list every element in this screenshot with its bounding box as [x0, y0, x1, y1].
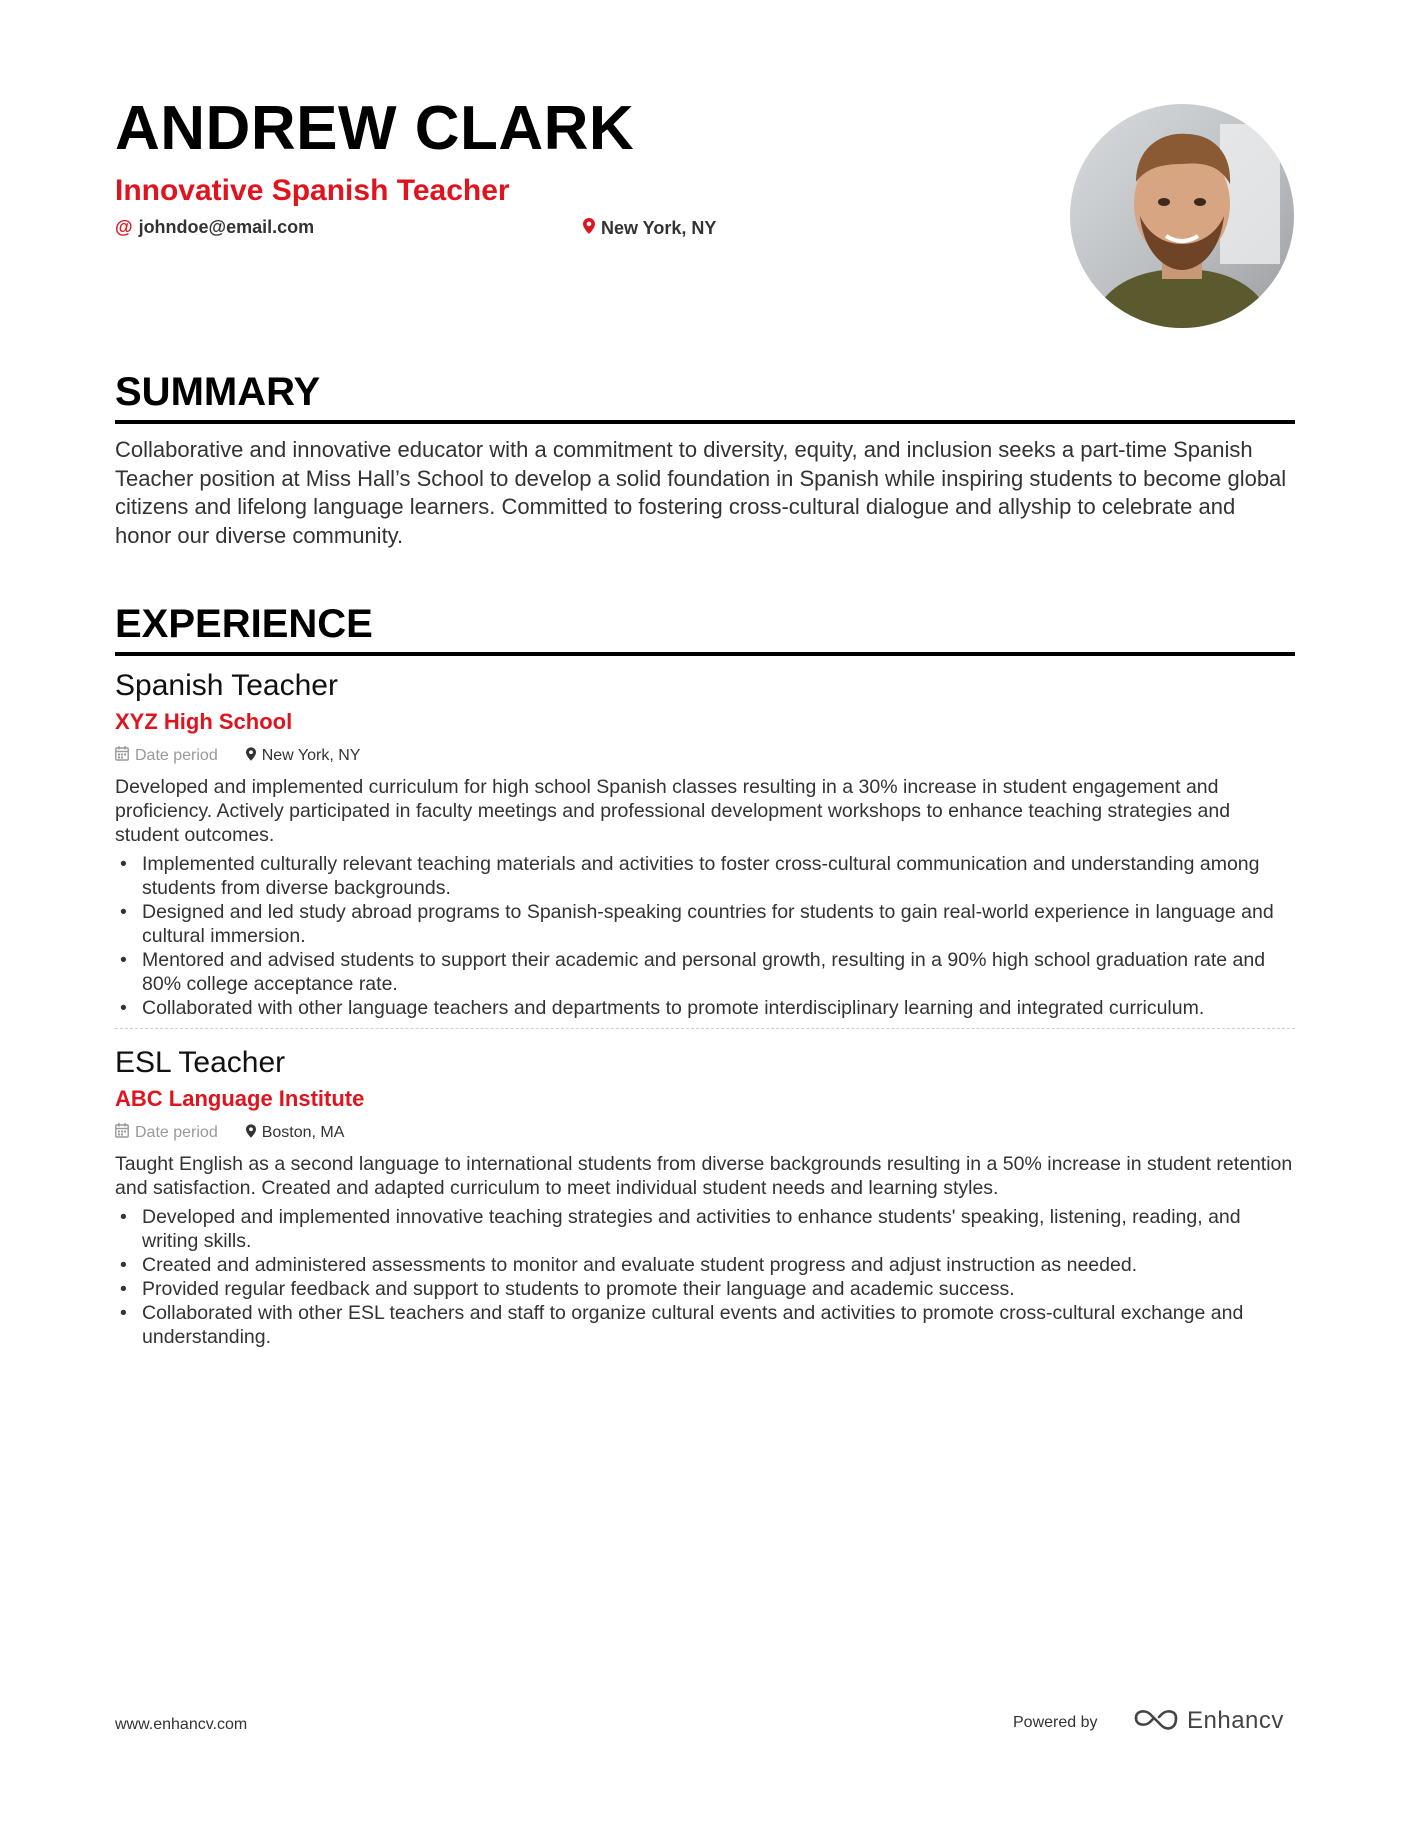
- job-title: ESL Teacher: [115, 1046, 286, 1079]
- map-pin-icon: [583, 218, 595, 237]
- list-item: • Designed and led study abroad programs to Spanish-speaking countries for students to gain real-world experience in language and cultural immersion.: [115, 900, 1295, 948]
- list-item: • Collaborated with other ESL teachers and staff to organize cultural events and activities to promote cross-cultural exchange and understanding.: [115, 1301, 1295, 1349]
- enhancv-logo-icon: [1133, 1705, 1179, 1736]
- resume-page: [115, 0, 1295, 1826]
- brand-logo[interactable]: [1133, 1705, 1284, 1736]
- job-description: Developed and implemented curriculum for high school Spanish classes resulting in a 30% increase in student engagement and proficiency. Actively participated in faculty meetings and professional development workshops to enhance teaching strategies and student outcomes.: [115, 776, 1231, 846]
- company-name: ABC Language Institute: [115, 1086, 365, 1111]
- profile-photo: [1070, 104, 1294, 328]
- list-item: • Mentored and advised students to support their academic and personal growth, resulting in a 90% high school graduation rate and 80% college acceptance rate.: [115, 948, 1295, 996]
- brand-name: Enhancv: [1187, 1706, 1284, 1734]
- summary-text: Collaborative and innovative educator with a commitment to diversity, equity, and inclusion seeks a part-time Spanish Teacher position at Miss Hall’s School to develop a solid foundation in Spanish while inspiring students to become global citizens and lifelong language learners. Committed to fostering cross-cultural dialogue and allyship to celebrate and honor our diverse community.: [115, 437, 1287, 548]
- job-meta: [115, 746, 1295, 765]
- entry-divider: [115, 1028, 1295, 1029]
- job-location: [246, 747, 361, 765]
- list-item: • Developed and implemented innovative teaching strategies and activities to enhance students' speaking, listening, reading, and writing skills.: [115, 1205, 1295, 1253]
- map-pin-icon: [246, 1124, 256, 1142]
- list-item: • Provided regular feedback and support to students to promote their language and academic success.: [115, 1277, 1295, 1301]
- candidate-headline: Innovative Spanish Teacher: [115, 174, 510, 207]
- contact-location: [583, 218, 716, 237]
- list-item: • Implemented culturally relevant teaching materials and activities to foster cross-cultural communication and understanding among students from diverse backgrounds.: [115, 852, 1295, 900]
- list-item: • Created and administered assessments to monitor and evaluate student progress and adjust instruction as needed.: [115, 1253, 1295, 1277]
- job-title: Spanish Teacher: [115, 669, 338, 702]
- job-bullets: [115, 1205, 1295, 1349]
- job-meta: [115, 1123, 1295, 1142]
- job-description: Taught English as a second language to international students from diverse backgrounds resulting in a 50% increase in student retention and satisfaction. Created and adapted curriculum to meet individual student needs and learning styles.: [115, 1153, 1293, 1199]
- job-location-text: New York, NY: [261, 746, 361, 764]
- summary-heading: SUMMARY: [115, 372, 1295, 424]
- map-pin-icon: [246, 747, 256, 765]
- job-location-text: Boston, MA: [261, 1123, 345, 1141]
- job-date: [115, 746, 218, 765]
- calendar-icon: [115, 1123, 129, 1142]
- footer-website-link[interactable]: www.enhancv.com: [115, 1716, 248, 1733]
- at-icon: @: [115, 217, 133, 237]
- job-date-text: Date period: [135, 1123, 218, 1141]
- job-location: [246, 1124, 345, 1142]
- experience-entry: [115, 1048, 1295, 1349]
- location-text: New York, NY: [601, 217, 717, 238]
- contact-email[interactable]: [115, 218, 314, 236]
- powered-by-label: Powered by: [1013, 1714, 1098, 1731]
- company-name: XYZ High School: [115, 709, 293, 734]
- job-date: [115, 1123, 218, 1142]
- calendar-icon: [115, 746, 129, 765]
- job-date-text: Date period: [135, 746, 218, 764]
- experience-heading: EXPERIENCE: [115, 604, 1295, 656]
- experience-entry: [115, 671, 1295, 1020]
- candidate-name: ANDREW CLARK: [115, 94, 635, 163]
- job-bullets: [115, 852, 1295, 1020]
- email-text: johndoe@email.com: [138, 217, 315, 237]
- list-item: • Collaborated with other language teachers and departments to promote interdisciplinary learning and integrated curriculum.: [115, 996, 1295, 1020]
